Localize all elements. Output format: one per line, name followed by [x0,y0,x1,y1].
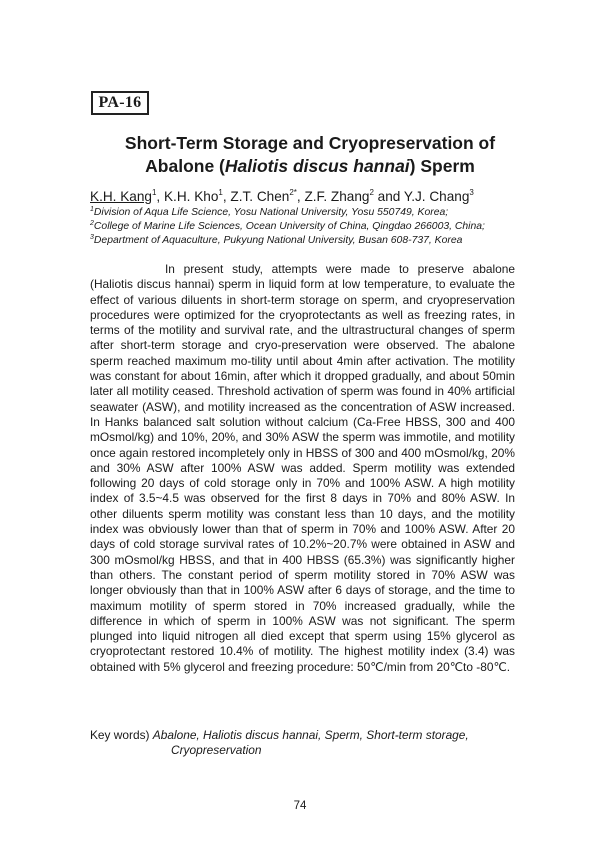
affiliation-sup: 2 [90,220,94,227]
author-sup: 2* [289,188,297,197]
keywords-label: Key words) [90,728,150,742]
author-name: K.H. Kang [90,189,152,204]
page-number: 74 [293,800,307,812]
affiliation [90,220,530,233]
title-species: Haliotis discus hannai [224,156,410,176]
title-line-2-pre: Abalone ( [145,156,225,176]
author-name: Y.J. Chang [403,189,470,204]
affiliation-text: College of Marine Life Sciences, Ocean University of China, Qingdao 266003, China; [93,221,485,232]
affiliation-sup: 1 [90,206,94,213]
affiliation [90,206,530,219]
keywords-line-2: Cryopreservation [171,743,262,758]
author-name: K.H. Kho [163,189,219,204]
affiliation-sup: 3 [90,234,94,241]
keywords-line-1: Abalone, Haliotis discus hannai, Sperm, Short-term storage, [152,728,469,742]
author-sep: , [156,189,164,204]
affiliation [90,234,530,247]
author-sup: 3 [469,188,474,197]
abstract-code-box [91,91,149,115]
author-name: Z.T. Chen [230,189,290,204]
title-line-2 [90,155,530,178]
author-sup: 2 [369,188,374,197]
title-line-1: Short-Term Storage and Cryopreservation of [124,133,496,153]
affiliation-text: Department of Aquaculture, Pukyung National University, Busan 608-737, Korea [93,235,463,246]
author-sup: 1 [218,188,223,197]
author-sep: , [296,189,305,204]
abstract-code: PA-16 [98,94,142,111]
abstract-body: In present study, attempts were made to preserve abalone (Haliotis discus hannai) sperm in liquid form at low temperature, to evaluate the effect of various diluents in short-term storage on sperm, and cryopreservation procedures were optimized for the cryoprotectants as well as freezing rates, in terms of the motility and survival rate, and the ultrastructural changes of sperm after short-term storage and cryo-preservation were observed. The abalone sperm reached maximum mo-tility until about 4min after activation. The motility was constant for about 16min, after which it dropped gradually, and about 50min later all motility ceased. Threshold activation of sperm was found in 40% artificial seawater (ASW), and motility increased as the concentration of ASW increased. In Hanks balanced salt solution without calcium (Ca-Free HBSS, 300 and 400 mOsmol/kg) and 10%, 20%, and 30% ASW the sperm was immotile, and motility once again restored incompletely only in HBSS of 300 and 400 mOsmol/kg, 20% and 30% ASW after 100% ASW was added. Sperm motility was extended following 20 days of cold storage only in 70% and 100% ASW. A high motility index of 3.5~4.5 was observed for the first 8 days in 70% and 80% ASW. In other diluents sperm motility was constant less than 10 days, and the motility index was obviously lower than that of sperm in 70% and 100% ASW. After 20 days of cold storage survival rates of 10.2%~20.7% were obtained in ASW and 300 mOsmol/kg HBSS, and that in 400 HBSS (65.3%) was significantly higher than others. The constant period of sperm motility stored in 70% ASW was longer obviously than that in 100% ASW after 6 days of storage, and the time to maximum motility of sperm stored in 70% increased gradually, while the difference in which of sperm in 100% ASW was not significant. The sperm plunged into liquid nitrogen all died except that sperm using 15% glycerol as cryoprotectant restored 10.4% of motility. The highest motility index (3.4) was obtained with 5% glycerol and freezing procedure: 50℃/min from 20℃to -80℃. [90,262,515,674]
keywords [90,728,530,759]
paper-title [90,132,530,178]
title-line-2-post: ) Sperm [409,156,475,176]
author-name: Z.F. Zhang [304,189,370,204]
author-sep: and [373,189,404,204]
author-list [90,188,530,205]
affiliation-text: Division of Aqua Life Science, Yosu National University, Yosu 550749, Korea; [93,207,449,218]
author-sep: , [222,189,231,204]
author-sup: 1 [151,188,157,197]
